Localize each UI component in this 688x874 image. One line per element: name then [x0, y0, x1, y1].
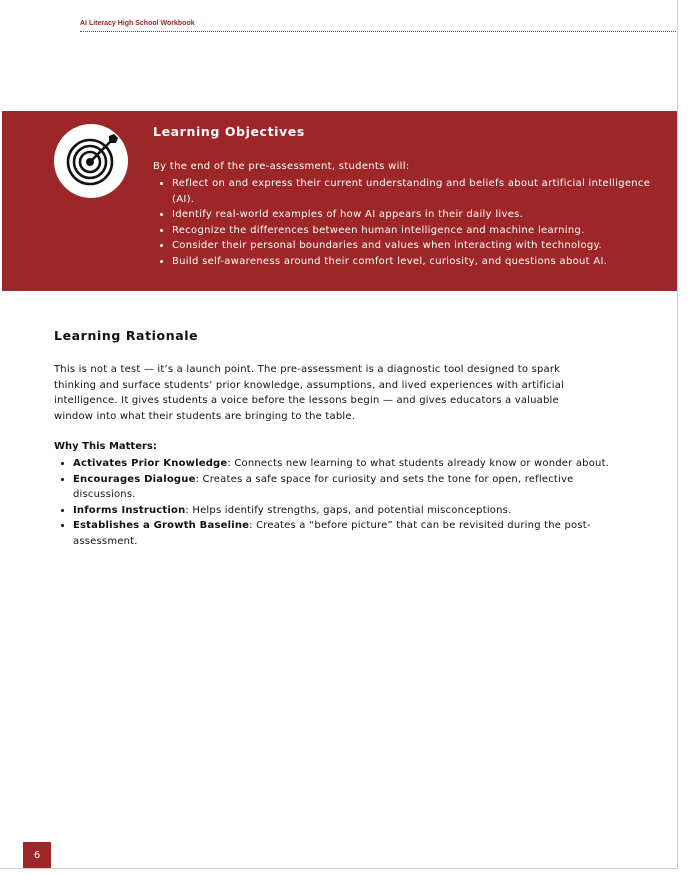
why-item-term: Encourages Dialogue: [73, 473, 196, 485]
header-rule: [80, 31, 676, 32]
why-item: [73, 456, 613, 472]
why-item-text: : Creates a “before picture” that can be revisited during the post-assessment.: [73, 520, 591, 547]
rationale-paragraph: This is not a test — it’s a launch point. The pre-assessment is a diagnostic tool designed to spark thinking and surface students’ prior knowledge, assumptions, and lived experiences with artificial intelligence. It gives students a voice before the lessons begin — and gives educators a valuable window into what their students are bringing to the table.: [54, 364, 565, 422]
why-item-text: : Creates a safe space for curiosity and sets the tone for open, reflective discussions.: [73, 473, 574, 500]
why-this-matters-list: [54, 456, 613, 549]
why-item: [73, 472, 613, 503]
objective-item: • Recognize the differences between human intelligence and machine learning.: [172, 223, 672, 239]
why-item-text: : Helps identify strengths, gaps, and potential misconceptions.: [185, 504, 512, 516]
workbook-title: AI Literacy High School Workbook: [80, 20, 195, 27]
why-this-matters-heading: Why This Matters:: [54, 441, 157, 452]
target-icon: [54, 124, 128, 198]
rationale-title: Learning Rationale: [54, 328, 199, 343]
page-number: 6: [23, 842, 51, 868]
objective-item: • Consider their personal boundaries and values when interacting with technology.: [172, 238, 672, 254]
why-item: [73, 518, 613, 549]
objective-item: • Build self-awareness around their comfort level, curiosity, and questions about AI.: [172, 254, 672, 270]
why-item-term: Activates Prior Knowledge: [73, 458, 228, 469]
objectives-list: [153, 176, 672, 269]
objective-item: • Identify real-world examples of how AI appears in their daily lives.: [172, 207, 672, 223]
objective-item: • Reflect on and express their current understanding and beliefs about artificial intelligence (AI).: [172, 176, 672, 207]
why-item-term: Establishes a Growth Baseline: [73, 520, 250, 531]
why-item: [73, 503, 613, 519]
why-item-term: Informs Instruction: [73, 504, 186, 516]
why-item-text: : Connects new learning to what students already know or wonder about.: [227, 458, 610, 469]
objectives-intro: By the end of the pre-assessment, students will:: [153, 161, 410, 172]
objectives-title: Learning Objectives: [153, 124, 305, 139]
learning-objectives-band: [2, 111, 677, 291]
